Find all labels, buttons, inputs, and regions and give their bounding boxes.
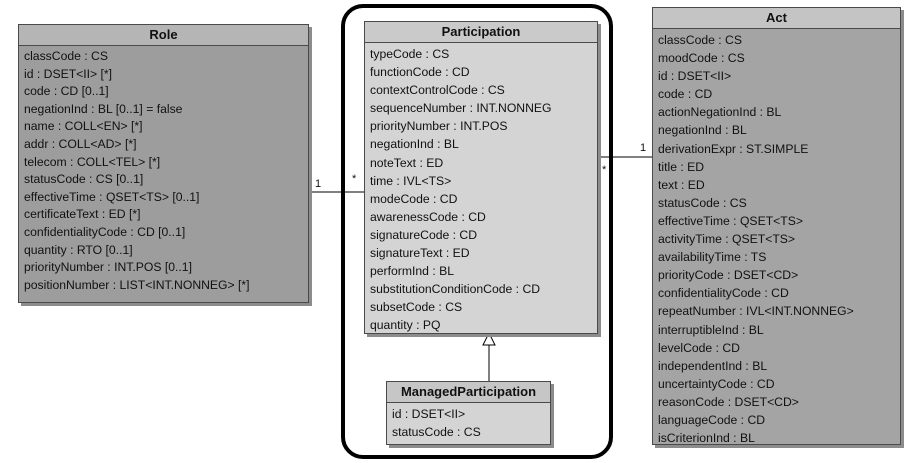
attribute-row: code : CD [0..1] (24, 84, 109, 99)
role-multiplicity-label: 1 (315, 178, 322, 190)
attribute-row: code : CD (658, 87, 713, 102)
attribute-row: isCriterionInd : BL (658, 431, 755, 446)
managed-participation-class-title: ManagedParticipation (387, 382, 550, 403)
attribute-row: levelCode : CD (658, 340, 740, 355)
attribute-row: negationInd : BL (658, 123, 747, 138)
act-attribute-list (653, 29, 900, 447)
attribute-row: independentInd : BL (658, 358, 768, 373)
attribute-row: signatureCode : CD (370, 227, 478, 242)
attribute-row: functionCode : CD (370, 65, 470, 80)
role-attribute-list (19, 46, 308, 294)
attribute-row: negationInd : BL (370, 137, 459, 152)
attribute-row: statusCode : CS (658, 195, 747, 210)
attribute-row: noteText : ED (370, 155, 444, 170)
attribute-row: typeCode : CS (370, 47, 450, 61)
attribute-row: addr : COLL<AD> [*] (24, 136, 137, 151)
role-class[interactable] (18, 24, 309, 303)
attribute-row: derivationExpr : ST.SIMPLE (658, 141, 809, 156)
attribute-row: performInd : BL (370, 264, 454, 279)
attribute-row: certificateText : ED [*] (24, 207, 141, 222)
attribute-row: effectiveTime : QSET<TS> [0..1] (24, 189, 200, 204)
role-class-title: Role (19, 25, 308, 46)
attribute-row: classCode : CS (658, 33, 742, 47)
attribute-row: repeatNumber : IVL<INT.NONNEG> (658, 304, 854, 319)
attribute-row: confidentialityCode : CD [0..1] (24, 224, 186, 239)
attribute-row: quantity : PQ (370, 318, 441, 333)
attribute-row: modeCode : CD (370, 191, 458, 206)
participation-right-multiplicity-label: * (602, 164, 607, 176)
attribute-row: telecom : COLL<TEL> [*] (24, 154, 161, 169)
act-multiplicity-label: 1 (640, 142, 647, 154)
attribute-row: negationInd : BL [0..1] = false (24, 101, 183, 116)
attribute-row: title : ED (658, 159, 705, 174)
participation-attribute-list (365, 43, 597, 335)
attribute-row: awarenessCode : CD (370, 209, 486, 224)
attribute-row: moodCode : CS (658, 51, 745, 66)
attribute-row: priorityNumber : INT.POS (370, 119, 508, 134)
attribute-row: reasonCode : DSET<CD> (658, 394, 799, 409)
act-class[interactable] (652, 7, 901, 445)
participation-class[interactable] (364, 21, 598, 334)
attribute-row: interruptibleInd : BL (658, 322, 764, 337)
attribute-row: subsetCode : CS (370, 300, 463, 315)
attribute-row: statusCode : CS [0..1] (24, 172, 144, 187)
attribute-row: time : IVL<TS> (370, 173, 452, 188)
attribute-row: positionNumber : LIST<INT.NONNEG> [*] (24, 277, 250, 292)
attribute-row: actionNegationInd : BL (658, 105, 782, 120)
attribute-row: uncertaintyCode : CD (658, 376, 775, 391)
attribute-row: activityTime : QSET<TS> (658, 232, 796, 247)
attribute-row: priorityCode : DSET<CD> (658, 268, 799, 283)
attribute-row: effectiveTime : QSET<TS> (658, 213, 803, 228)
attribute-row: text : ED (658, 177, 705, 192)
attribute-row: confidentialityCode : CD (658, 286, 789, 301)
managed-participation-attribute-list (387, 403, 550, 441)
attribute-row: languageCode : CD (658, 412, 766, 427)
participation-left-multiplicity-label: * (352, 173, 357, 185)
attribute-row: id : DSET<II> [*] (24, 66, 113, 81)
attribute-row: sequenceNumber : INT.NONNEG (370, 101, 552, 116)
attribute-row: statusCode : CS (392, 425, 481, 440)
attribute-row: availabilityTime : TS (658, 250, 767, 265)
participation-class-title: Participation (365, 22, 597, 43)
attribute-row: priorityNumber : INT.POS [0..1] (24, 260, 192, 275)
attribute-row: contextControlCode : CS (370, 83, 505, 98)
attribute-row: classCode : CS (24, 49, 108, 63)
attribute-row: quantity : RTO [0..1] (24, 242, 133, 257)
act-class-title: Act (653, 8, 900, 29)
attribute-row: id : DSET<II> (658, 69, 732, 84)
managed-participation-class[interactable] (386, 381, 551, 445)
attribute-row: signatureText : ED (370, 246, 470, 261)
attribute-row: id : DSET<II> (392, 407, 466, 421)
attribute-row: substitutionConditionCode : CD (370, 282, 541, 297)
attribute-row: name : COLL<EN> [*] (24, 119, 143, 134)
